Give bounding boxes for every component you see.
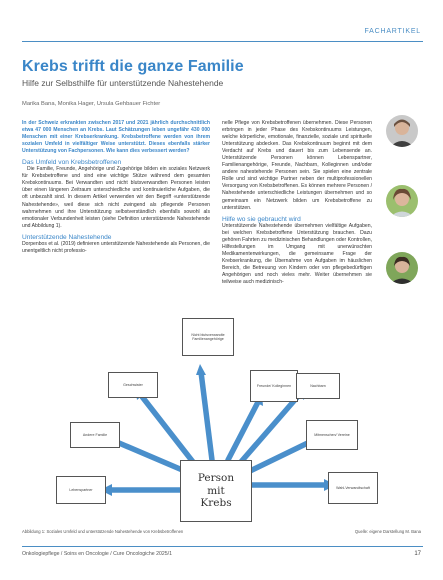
node-geschwister: Geschwister xyxy=(108,372,158,398)
node-nicht-blutsverwandte: Nicht blutsverwandte Familienangehörige xyxy=(182,318,234,356)
right-column xyxy=(222,120,372,286)
left-column xyxy=(22,120,210,255)
node-wahl-verwandtschaft: Wahl-Verwandtschaft xyxy=(328,472,378,504)
paragraph-nahestehende: Dorpenbos et al. (2019) definieren unterstützende Nahestehende als Personen, die unentgeltlich nicht professio- xyxy=(22,240,210,254)
node-person-mit-krebs xyxy=(180,460,252,522)
section-heading-nahestehende: Unterstützende Nahestehende xyxy=(22,233,112,241)
paragraph-umfeld: Die Familie, Freunde, Angehörige und Zugehörige bilden ein soziales Netzwerk für Krebsbetroffene und sind eine wichtige Stütze während dem gesamten Krebskontinuums. Bei Verwandten und nicht blutsverwandten Personen leisten über einen längeren Zeitraum unterschiedliche und kontinuierliche Aufgaben, die oft unbezahlt sind. In diesem Artikel verwenden wir den Begriff «unterstützende Nahestehende», weil diese sich nicht zwingend als pflegende Personen wahrnehmen und ihre Unterstützung selbstverständlich ebenfalls sowohl als emotionaler Verbundenheit leisten (siehe Definition unterstützende Nahestehende und Abbildung 1). xyxy=(22,166,210,229)
section-heading-umfeld: Das Umfeld von Krebsbetroffenen xyxy=(22,159,122,167)
center-line-1: Person xyxy=(197,472,235,485)
paragraph-continued: nelle Pflege von Krebsbetroffenen übernehmen. Diese Personen erbringen in jeder Phase des Krebskontinuums Leistungen, welche körperliche, emotionale, finanzielle, soziale und spirituelle Unterstützung abdecken. Das Krebskontinuum beginnt mit dem Verdacht auf Krebs und dauert bis zum Lebensende an. Unterstützende Personen können Lebenspartner, Familienangehörige, Freunde, Nachbarn, Kolleginnen und/oder andere nahestehende Personen sein. Sie spielen eine zentrale Rolle und sind wichtige Partner neben der multiprofessionellen Versorgung von Krebsbetroffenen. Es können mehrere Personen / Nahestehende unterschiedliche Leistungen übernehmen und so gemeinsam ein Netzwerk bilden um Krebsbetroffene zu unterstützen. xyxy=(222,120,372,211)
page-number: 17 xyxy=(414,551,421,557)
header-rule xyxy=(22,41,423,42)
author-photo-2 xyxy=(386,185,418,217)
node-lebenspartner: Lebenspartner xyxy=(56,476,106,504)
figure-caption: Abbildung 1: Soziales Umfeld und unterstützende Nahestehende von Krebsbetroffenen xyxy=(22,529,184,534)
node-andere-familie: Andere Familie xyxy=(70,422,120,448)
node-mitmenschen: Mitmenschen/ Vereine xyxy=(306,420,358,450)
article-subtitle: Hilfe zur Selbsthilfe für unterstützende Nahestehende xyxy=(22,78,224,88)
rubric: FACHARTIKEL xyxy=(364,28,421,35)
center-line-3: Krebs xyxy=(200,497,232,510)
figure-source: Quelle: eigene Darstellung M. Bana xyxy=(354,529,421,534)
journal-footer: Onkologiepflege / Soins en Oncologie / Cure Oncologiche 2025/1 xyxy=(22,551,172,557)
article-title: Krebs trifft die ganze Familie xyxy=(22,58,244,75)
author-photo-3 xyxy=(386,252,418,284)
node-freunde: Freunde/ Kolleginnen xyxy=(250,370,298,402)
paragraph-hilfe: Unterstützende Nahestehende übernehmen vielfältige Aufgaben, bei welchen Krebsbetroffene Unterstützung brauchen. Dazu gehören Fahrten zu medizinischen Behandlungen oder Kontrollen, Hilfestellungen im Umgang mit unerwünschten Medikamentenwirkungen, die gemeinsame Frage der Krebserkrankung, die Übernahme von Aufgaben im häuslichen Bereich, die Betreuung von Kindern oder von pflegebedürftigen Angehörigen und noch vieles mehr. Weiter übernehmen sie teilweise auch medizinisch- xyxy=(222,222,372,286)
lead-paragraph: In der Schweiz erkrankten zwischen 2017 und 2021 jährlich durchschnittlich etwa 47 000 Menschen an Krebs. Laut Schätzungen leben ungefähr 430 000 Menschen mit einer Krebserkrankung. Krebsbetroffene werden von ihrem sozialen Umfeld in vielfältiger Weise unterstützt. Dieses ebenfalls stärker Unterstützung von Fachpersonen. Wie kann dies verbessert werden? xyxy=(22,120,210,155)
author-photo-1 xyxy=(386,115,418,147)
center-line-2: mit xyxy=(207,484,225,497)
authors: Marika Bana, Monika Hager, Ursula Gehbauer Fichter xyxy=(22,101,161,107)
node-nachbarn: Nachbarn xyxy=(296,373,340,399)
footer-rule xyxy=(22,546,423,547)
section-heading-hilfe: Hilfe wo sie gebraucht wird xyxy=(222,215,301,223)
